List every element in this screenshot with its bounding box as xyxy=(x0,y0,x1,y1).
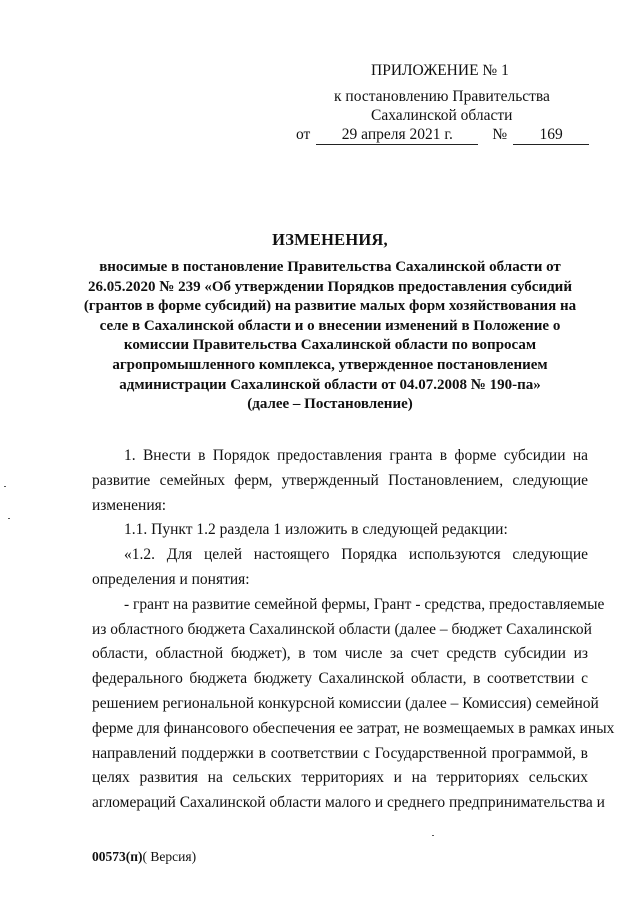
body-line: ферме для финансового обеспечения ее затрат, не возмещаемых в рамках иных xyxy=(92,719,615,737)
heading-line: комиссии Правительства Сахалинской области по вопросам xyxy=(123,337,537,354)
appendix-ref-line-1: к постановлению Правительства xyxy=(334,88,550,105)
footer-version: ( Версия) xyxy=(142,849,197,864)
heading-line: селе в Сахалинской области и о внесении изменений в Положение о xyxy=(99,317,561,334)
appendix-ref-line-2: Сахалинской области xyxy=(371,107,513,124)
heading-line: вносимые в постановление Правительства Сахалинской области от xyxy=(99,259,561,275)
body-line: области, областной бюджет), в том числе за счет средств субсидии из xyxy=(92,645,588,663)
date-field: 29 апреля 2021 г. xyxy=(316,126,478,145)
appendix-date-number-row xyxy=(296,126,589,145)
body-line: 1.1. Пункт 1.2 раздела 1 изложить в следующей редакции: xyxy=(124,521,508,539)
body-line: «1.2. Для целей настоящего Порядка используются следующие xyxy=(124,546,588,564)
heading-line: (далее – Постановление) xyxy=(247,396,413,413)
body-line: развитие семейных ферм, утвержденный Постановлением, следующие xyxy=(92,471,588,489)
heading-line: агропромышленного комплекса, утвержденное постановлением xyxy=(112,356,548,373)
scan-speck xyxy=(4,486,6,487)
footer-code: 00573(п) xyxy=(92,849,143,864)
number-field: 169 xyxy=(513,126,589,145)
date-prefix: от xyxy=(296,126,311,143)
heading-title: ИЗМЕНЕНИЯ, xyxy=(272,230,388,249)
heading-line: администрации Сахалинской области от 04.07.2008 № 190-па» xyxy=(119,376,541,393)
changes-heading xyxy=(60,230,600,415)
body-text xyxy=(92,444,615,816)
number-sign: № xyxy=(492,126,508,143)
heading-line: 26.05.2020 № 239 «Об утверждении Порядков предоставления субсидий xyxy=(88,278,572,295)
heading-line: (грантов в форме субсидий) на развитие малых форм хозяйствования на xyxy=(83,298,577,315)
scan-speck xyxy=(432,835,434,836)
body-line: из областного бюджета Сахалинской области (далее – бюджет Сахалинской xyxy=(92,620,592,638)
body-line: направлений поддержки в соответствии с Государственной программой, в xyxy=(92,744,588,762)
body-line: агломераций Сахалинской области малого и среднего предпринимательства и xyxy=(92,794,605,812)
body-line: определения и понятия: xyxy=(92,570,250,588)
body-line: целях развития на сельских территориях и на территориях сельских xyxy=(92,769,588,787)
body-line: федерального бюджета бюджету Сахалинской области, в соответствии с xyxy=(92,670,588,688)
document-footer xyxy=(92,849,196,865)
scan-speck xyxy=(8,518,10,519)
body-line: 1. Внести в Порядок предоставления гранта в форме субсидии на xyxy=(124,447,588,464)
body-line: - грант на развитие семейной фермы, Грант - средства, предоставляемые xyxy=(124,595,605,613)
body-line: изменения: xyxy=(92,496,167,514)
appendix-title: ПРИЛОЖЕНИЕ № 1 xyxy=(371,62,509,79)
body-line: решением региональной конкурсной комиссии (далее – Комиссия) семейной xyxy=(92,694,599,712)
